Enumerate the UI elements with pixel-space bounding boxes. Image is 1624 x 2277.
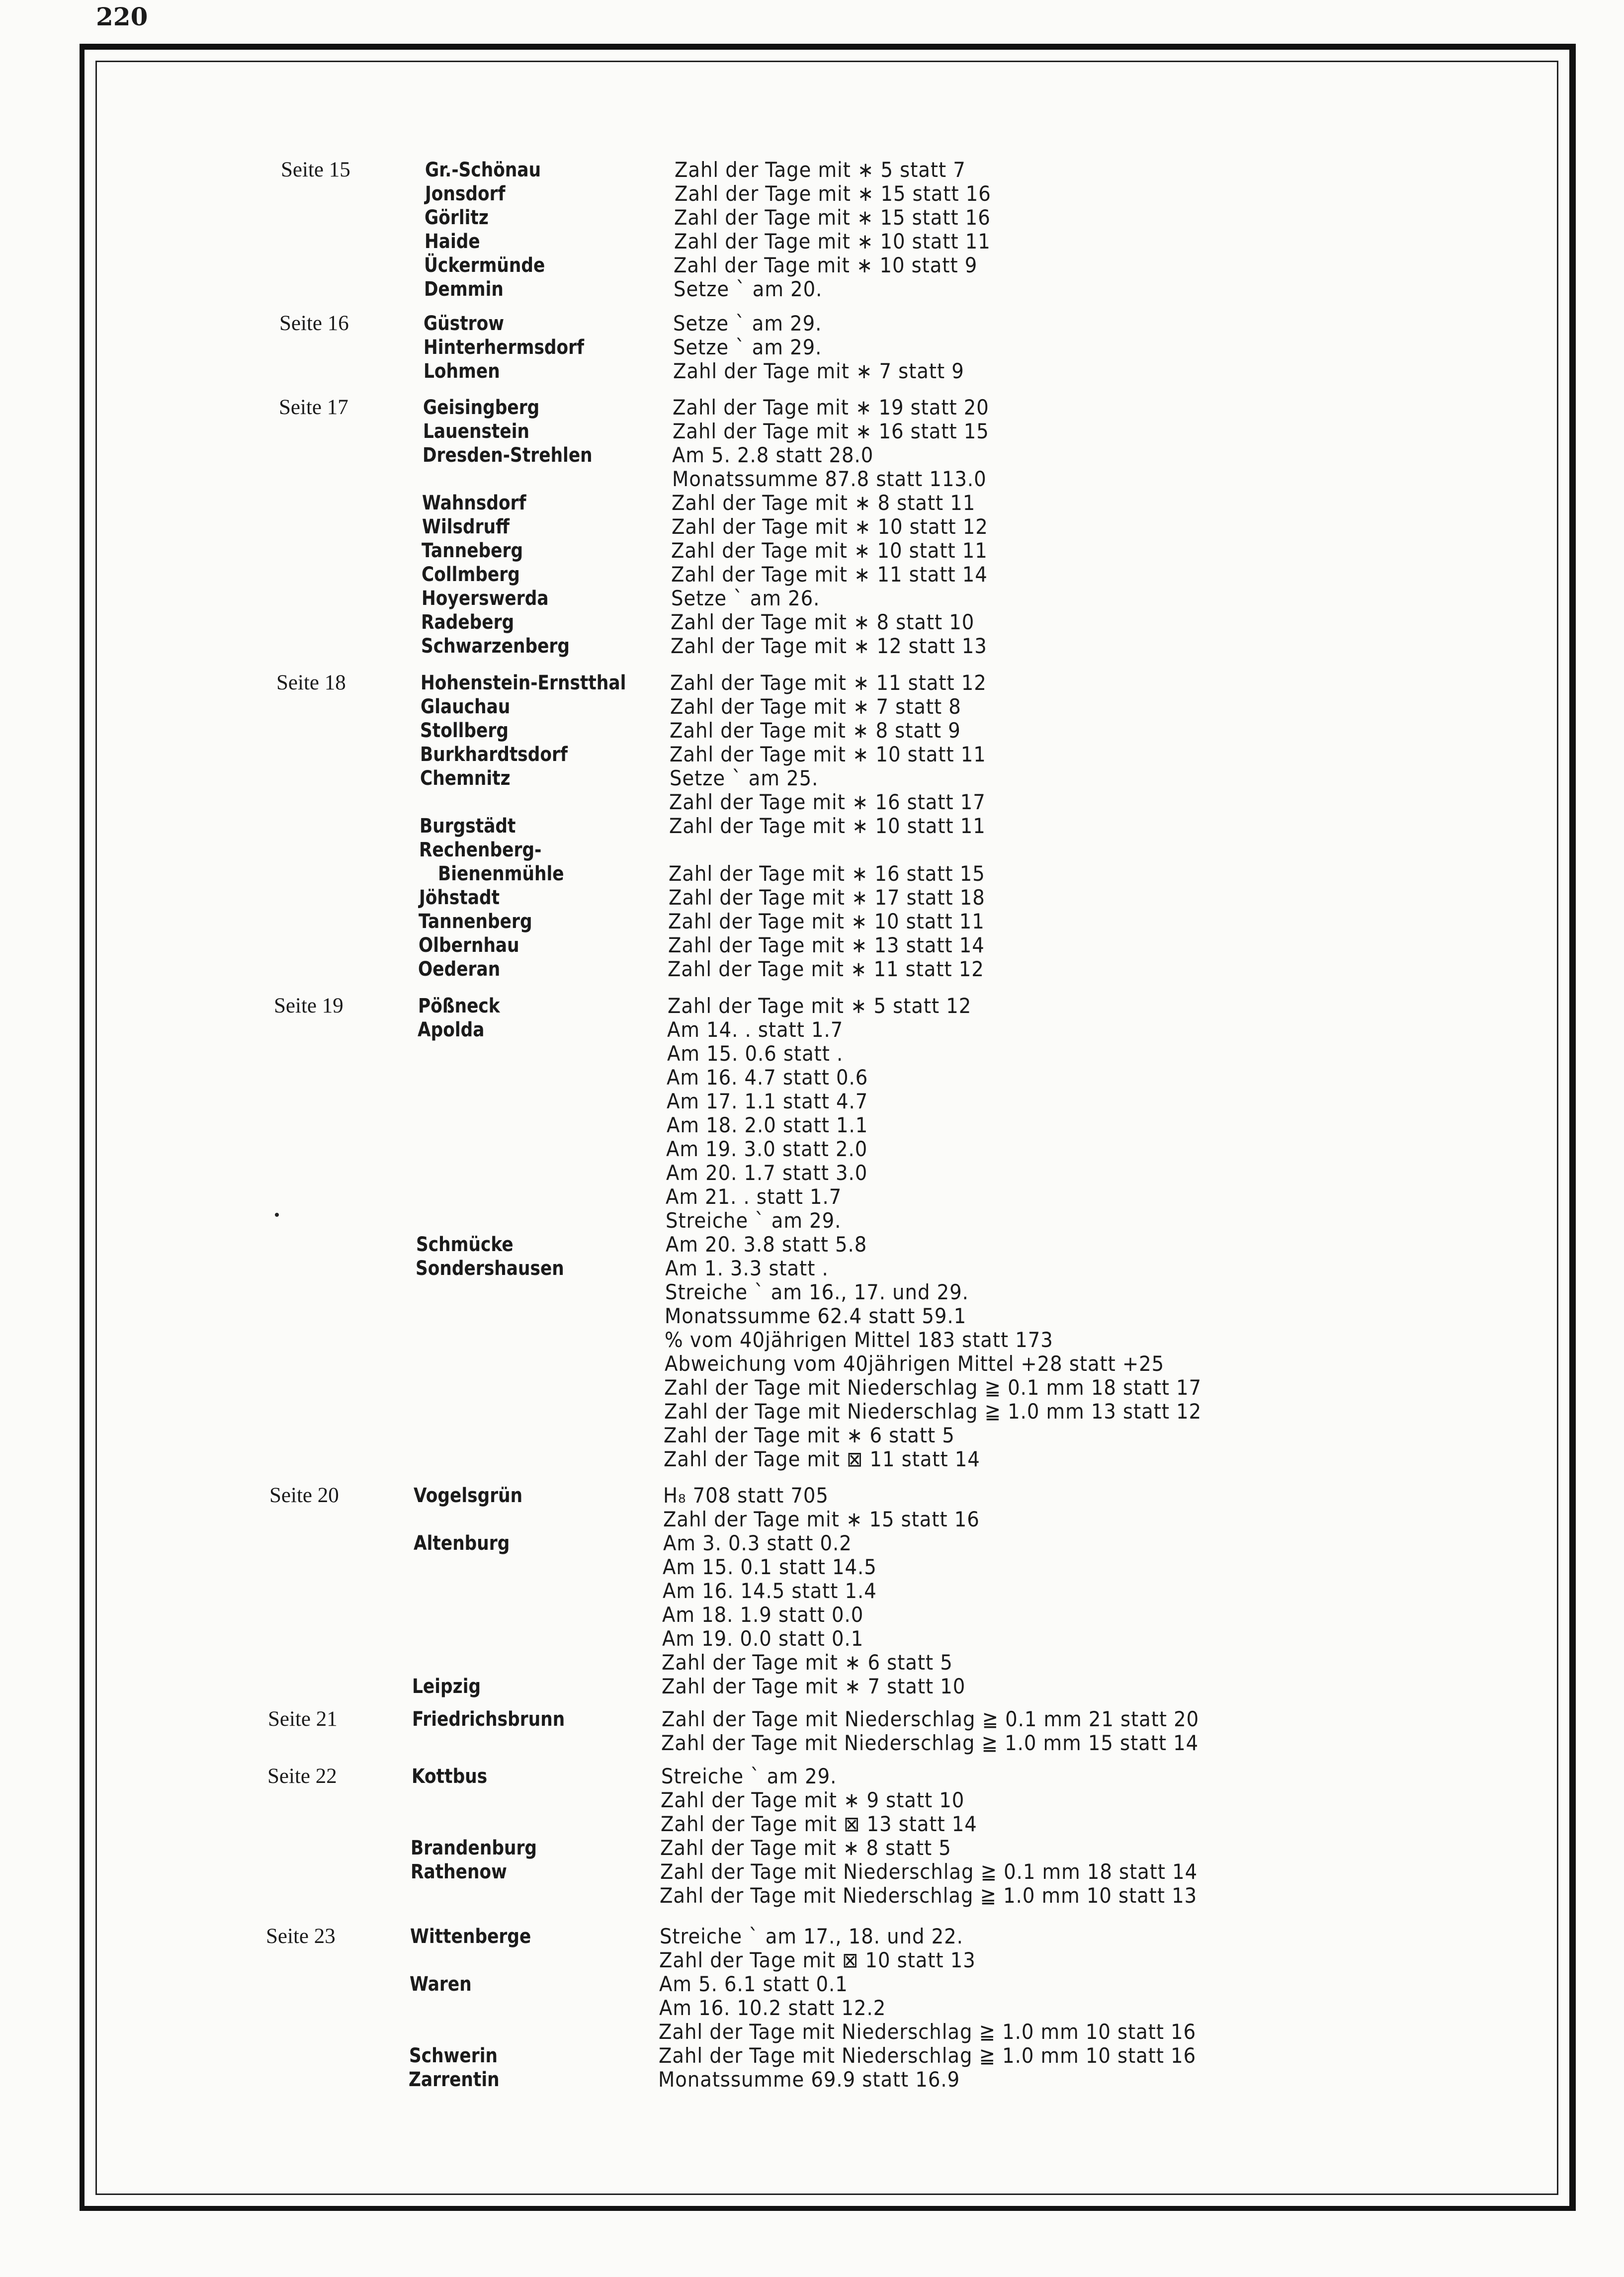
- correction-line: Zahl der Tage mit ∗ 17 statt 18: [669, 885, 985, 910]
- station-name: Sondershausen: [416, 1257, 564, 1280]
- correction-line: Am 20. 1.7 statt 3.0: [666, 1161, 868, 1185]
- correction-line: Am 16. 10.2 statt 12.2: [659, 1996, 886, 2020]
- correction-line: Am 18. 2.0 statt 1.1: [667, 1113, 868, 1137]
- station-name: Lohmen: [424, 360, 500, 383]
- correction-line: Zahl der Tage mit ∗ 10 statt 11: [670, 742, 986, 766]
- seite-label: Seite 15: [281, 158, 350, 181]
- correction-line: Streiche ˋ am 16., 17. und 29.: [665, 1280, 969, 1304]
- station-name: Bienenmühle: [438, 862, 564, 885]
- correction-line: Zahl der Tage mit ∗ 16 statt 15: [669, 861, 985, 886]
- correction-line: Am 5. 2.8 statt 28.0: [672, 443, 874, 467]
- station-name: Glauchau: [421, 695, 511, 718]
- correction-line: Zahl der Tage mit ∗ 19 statt 20: [673, 395, 989, 420]
- correction-line: Zahl der Tage mit ∗ 10 statt 11: [668, 909, 985, 933]
- correction-line: Am 15. 0.6 statt .: [667, 1041, 844, 1066]
- correction-line: Zahl der Tage mit ∗ 12 statt 13: [671, 634, 987, 658]
- correction-line: Zahl der Tage mit ∗ 9 statt 10: [661, 1788, 965, 1812]
- correction-line: Zahl der Tage mit ∗ 7 statt 10: [662, 1674, 966, 1698]
- correction-line: Am 14. . statt 1.7: [667, 1017, 844, 1042]
- correction-line: Zahl der Tage mit Niederschlag ≧ 1.0 mm 10 statt 16: [659, 2043, 1197, 2068]
- correction-line: Zahl der Tage mit Niederschlag ≧ 1.0 mm 10 statt 13: [660, 1883, 1197, 1908]
- correction-line: Zahl der Tage mit ⊠ 13 statt 14: [661, 1812, 977, 1836]
- correction-line: Zahl der Tage mit Niederschlag ≧ 0.1 mm 18 statt 17: [664, 1375, 1202, 1400]
- correction-line: Am 15. 0.1 statt 14.5: [663, 1555, 877, 1579]
- station-name: Pößneck: [418, 995, 500, 1017]
- correction-line: Zahl der Tage mit ∗ 11 statt 12: [668, 957, 984, 981]
- station-name: Wilsdruff: [422, 515, 510, 538]
- correction-line: Monatssumme 69.9 statt 16.9: [658, 2067, 960, 2092]
- station-name: Rechenberg-: [419, 839, 542, 861]
- correction-line: Zahl der Tage mit ∗ 8 statt 9: [670, 718, 961, 743]
- seite-label: Seite 19: [274, 994, 343, 1017]
- correction-line: Zahl der Tage mit ∗ 7 statt 9: [673, 359, 964, 383]
- correction-line: Streiche ˋ am 17., 18. und 22.: [660, 1924, 963, 1948]
- station-name: Lauenstein: [423, 420, 529, 443]
- correction-line: Am 21. . statt 1.7: [666, 1184, 842, 1209]
- correction-line: Zahl der Tage mit ∗ 11 statt 14: [671, 562, 988, 587]
- correction-line: Zahl der Tage mit Niederschlag ≧ 1.0 mm 13 statt 12: [664, 1399, 1202, 1424]
- correction-line: Zahl der Tage mit ⊠ 11 statt 14: [664, 1447, 980, 1471]
- station-name: Collmberg: [422, 563, 520, 586]
- station-name: Altenburg: [414, 1532, 510, 1555]
- correction-line: Zahl der Tage mit ∗ 16 statt 17: [669, 790, 986, 814]
- seite-label: Seite 18: [276, 671, 346, 694]
- correction-line: Zahl der Tage mit ∗ 8 statt 10: [671, 610, 975, 634]
- correction-line: Am 5. 6.1 statt 0.1: [659, 1972, 848, 1996]
- seite-label: Seite 16: [279, 312, 349, 335]
- correction-line: Setze ˋ am 29.: [673, 335, 822, 359]
- correction-line: Zahl der Tage mit Niederschlag ≧ 0.1 mm 21 statt 20: [662, 1707, 1199, 1731]
- correction-line: % vom 40jährigen Mittel 183 statt 173: [665, 1328, 1053, 1352]
- correction-line: Setze ˋ am 26.: [671, 586, 820, 610]
- correction-line: Zahl der Tage mit ∗ 10 statt 11: [674, 229, 991, 253]
- correction-line: Abweichung vom 40jährigen Mittel +28 statt +25: [665, 1351, 1165, 1376]
- correction-line: Zahl der Tage mit ∗ 10 statt 11: [671, 538, 988, 563]
- seite-label: Seite 21: [268, 1707, 338, 1731]
- station-name: Schwerin: [409, 2044, 498, 2067]
- station-name: Güstrow: [424, 312, 505, 335]
- station-name: Chemnitz: [420, 767, 511, 790]
- correction-line: Am 17. 1.1 statt 4.7: [667, 1089, 868, 1113]
- correction-line: Zahl der Tage mit ∗ 5 statt 7: [675, 158, 966, 182]
- correction-line: Zahl der Tage mit Niederschlag ≧ 1.0 mm 15 statt 14: [661, 1731, 1199, 1755]
- correction-line: Zahl der Tage mit ∗ 10 statt 11: [669, 814, 986, 838]
- correction-line: Am 16. 4.7 statt 0.6: [667, 1065, 868, 1090]
- station-name: Waren: [410, 1973, 472, 1996]
- correction-line: Am 18. 1.9 statt 0.0: [662, 1602, 864, 1627]
- correction-line: Zahl der Tage mit ∗ 6 statt 5: [662, 1650, 953, 1675]
- correction-line: Zahl der Tage mit ∗ 5 statt 12: [668, 994, 972, 1018]
- station-name: Schwarzenberg: [421, 635, 570, 658]
- station-name: Kottbus: [412, 1765, 488, 1788]
- correction-line: Zahl der Tage mit ∗ 15 statt 16: [663, 1507, 980, 1531]
- station-name: Zarrentin: [409, 2068, 500, 2091]
- correction-line: Am 19. 0.0 statt 0.1: [662, 1626, 864, 1651]
- correction-line: Zahl der Tage mit ∗ 16 statt 15: [673, 419, 989, 443]
- station-name: Dresden-Strehlen: [423, 444, 593, 467]
- correction-line: Monatssumme 87.8 statt 113.0: [672, 467, 987, 491]
- correction-line: Zahl der Tage mit ∗ 8 statt 5: [660, 1836, 951, 1860]
- station-name: Vogelsgrün: [414, 1484, 523, 1507]
- station-name: Jonsdorf: [425, 182, 506, 205]
- station-name: Olbernhau: [419, 934, 519, 957]
- station-name: Apolda: [418, 1018, 485, 1041]
- station-name: Schmücke: [416, 1233, 513, 1256]
- station-name: Hoyerswerda: [422, 587, 549, 610]
- correction-line: H₈ 708 statt 705: [663, 1483, 829, 1508]
- station-name: Leipzig: [412, 1675, 481, 1698]
- correction-line: Streiche ˋ am 29.: [661, 1764, 837, 1788]
- correction-line: Zahl der Tage mit ∗ 8 statt 11: [672, 491, 976, 515]
- correction-line: Zahl der Tage mit Niederschlag ≧ 1.0 mm 10 statt 16: [659, 2020, 1197, 2044]
- correction-line: Zahl der Tage mit ∗ 6 statt 5: [664, 1423, 955, 1447]
- station-name: Wahnsdorf: [422, 492, 526, 514]
- correction-line: Am 3. 0.3 statt 0.2: [663, 1531, 852, 1555]
- correction-line: Setze ˋ am 25.: [670, 766, 819, 790]
- correction-line: Zahl der Tage mit Niederschlag ≧ 0.1 mm 18 statt 14: [660, 1859, 1198, 1884]
- station-name: Hohenstein-Ernstthal: [421, 672, 626, 694]
- station-name: Radeberg: [421, 611, 514, 634]
- station-name: Jöhstadt: [419, 886, 500, 909]
- station-name: Ückermünde: [424, 254, 545, 277]
- seite-label: Seite 17: [279, 396, 348, 419]
- seite-label: Seite 23: [266, 1925, 336, 1948]
- station-name: Friedrichsbrunn: [412, 1708, 565, 1731]
- station-name: Burkhardtsdorf: [420, 743, 568, 766]
- correction-line: Zahl der Tage mit ∗ 10 statt 9: [674, 253, 978, 277]
- station-name: Burgstädt: [420, 815, 516, 838]
- correction-line: Zahl der Tage mit ∗ 13 statt 14: [668, 933, 985, 957]
- correction-line: Am 20. 3.8 statt 5.8: [666, 1232, 867, 1257]
- station-name: Geisingberg: [423, 396, 540, 419]
- station-name: Rathenow: [411, 1860, 507, 1883]
- page-number: 220: [96, 2, 148, 31]
- correction-line: Zahl der Tage mit ⊠ 10 statt 13: [659, 1948, 976, 1972]
- correction-line: Zahl der Tage mit ∗ 7 statt 8: [670, 694, 961, 719]
- station-name: Haide: [425, 230, 480, 253]
- seite-label: Seite 20: [269, 1484, 339, 1507]
- correction-line: Zahl der Tage mit ∗ 15 statt 16: [675, 181, 991, 206]
- station-name: Hinterhermsdorf: [424, 336, 585, 359]
- correction-line: Setze ˋ am 20.: [674, 277, 823, 301]
- station-name: Brandenburg: [411, 1837, 537, 1859]
- station-name: Görlitz: [425, 206, 489, 229]
- correction-line: Zahl der Tage mit ∗ 11 statt 12: [670, 671, 987, 695]
- correction-line: Monatssumme 62.4 statt 59.1: [665, 1304, 967, 1328]
- correction-line: Am 1. 3.3 statt .: [665, 1256, 829, 1280]
- correction-line: Streiche ˋ am 29.: [666, 1208, 842, 1233]
- correction-line: Am 16. 14.5 statt 1.4: [663, 1579, 877, 1603]
- station-name: Tanneberg: [422, 539, 523, 562]
- station-name: Gr.-Schönau: [425, 159, 541, 181]
- print-speck: [275, 1213, 279, 1217]
- seite-label: Seite 22: [267, 1765, 337, 1788]
- correction-line: Zahl der Tage mit ∗ 10 statt 12: [672, 514, 988, 539]
- correction-line: Am 19. 3.0 statt 2.0: [666, 1137, 868, 1161]
- correction-line: Zahl der Tage mit ∗ 15 statt 16: [674, 205, 991, 230]
- station-name: Stollberg: [420, 719, 509, 742]
- station-name: Wittenberge: [410, 1925, 531, 1948]
- correction-line: Setze ˋ am 29.: [673, 311, 822, 336]
- station-name: Demmin: [424, 278, 504, 301]
- station-name: Tannenberg: [419, 910, 532, 933]
- station-name: Oederan: [418, 958, 501, 981]
